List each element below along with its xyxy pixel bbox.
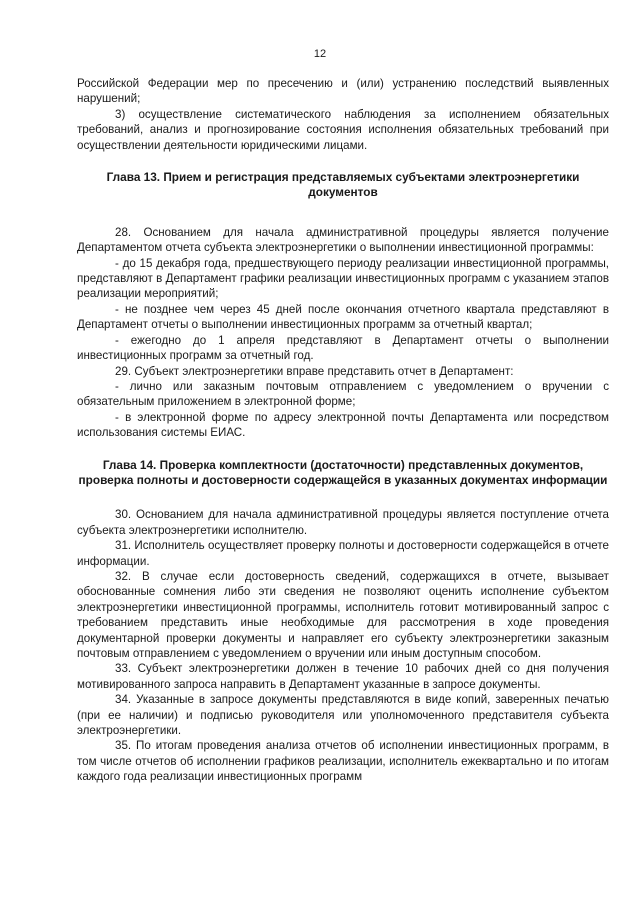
paragraph: Российской Федерации мер по пресечению и (или) устранению последствий выявленных нарушений;	[77, 77, 609, 106]
paragraph-35: 35. По итогам проведения анализа отчетов об исполнении инвестиционных программ, в том числе отчетов об исполнении графиков реализации, исполнитель ежеквартально и по итогам каждого года реализации инвестиционных программ	[77, 739, 609, 784]
paragraph: 3) осуществление систематического наблюдения за исполнением обязательных требований, анализ и прогнозирование состояния исполнения обязательных требований при осуществлении деятельности юридическими лицами.	[77, 107, 609, 152]
page-number: 12	[313, 48, 327, 60]
list-item: - не позднее чем через 45 дней после окончания отчетного квартала представляют в Департамент отчеты о выполнении инвестиционных программ за отчетный квартал;	[77, 302, 609, 332]
list-item: - ежегодно до 1 апреля представляют в Департамент отчеты о выполнении инвестиционных программ за отчетный год.	[77, 333, 609, 363]
document-body	[77, 76, 609, 785]
chapter-14-title: Глава 14. Проверка комплектности (достаточности) представленных документов, проверка полноты и достоверности содержащейся в указанных документах информации	[78, 457, 608, 487]
paragraph-29: 29. Субъект электроэнергетики вправе представить отчет в Департамент:	[115, 364, 514, 378]
chapter-13-title: Глава 13. Прием и регистрация представляемых субъектами электроэнергетики документов	[106, 170, 580, 200]
paragraph-33: 33. Субъект электроэнергетики должен в течение 10 рабочих дней со дня получения мотивированного запроса направить в Департамент указанные в запросе документы.	[77, 662, 609, 691]
paragraph-28: 28. Основанием для начала административной процедуры является получение Департаментом отчета субъекта электроэнергетики о выполнении инвестиционной программы:	[77, 225, 609, 255]
paragraph-30: 30. Основанием для начала административной процедуры является поступление отчета субъекта электроэнергетики исполнителю.	[77, 508, 609, 537]
list-item: - лично или заказным почтовым отправлением с уведомлением о вручении с обязательным приложением в электронной форме;	[77, 379, 609, 409]
paragraph-31: 31. Исполнитель осуществляет проверку полноты и достоверности содержащейся в отчете информации.	[77, 539, 609, 568]
list-item: - в электронной форме по адресу электронной почты Департамента или посредством использования системы ЕИАС.	[77, 410, 609, 440]
paragraph-34: 34. Указанные в запросе документы представляются в виде копий, заверенных печатью (при ее наличии) и подписью руководителя или уполномоченного представителя субъекта электроэнергетики.	[77, 693, 609, 738]
list-item: - до 15 декабря года, предшествующего периоду реализации инвестиционной программы, представляют в Департамент графики реализации инвестиционных программ с указанием этапов реализации мероприятий;	[77, 256, 609, 301]
paragraph-32: 32. В случае если достоверность сведений, содержащихся в отчете, вызывает обоснованные сомнения либо эти сведения не позволяют оценить исполнение субъектом электроэнергетики инвестиционной программы, исполнитель готовит мотивированный запрос с требованием представить иные необходимые для рассмотрения в ходе проведения документарной проверки документы и направляет его субъекту электроэнергетики заказным почтовым отправлением с уведомлением о вручении или иным доступным способом.	[77, 569, 609, 660]
